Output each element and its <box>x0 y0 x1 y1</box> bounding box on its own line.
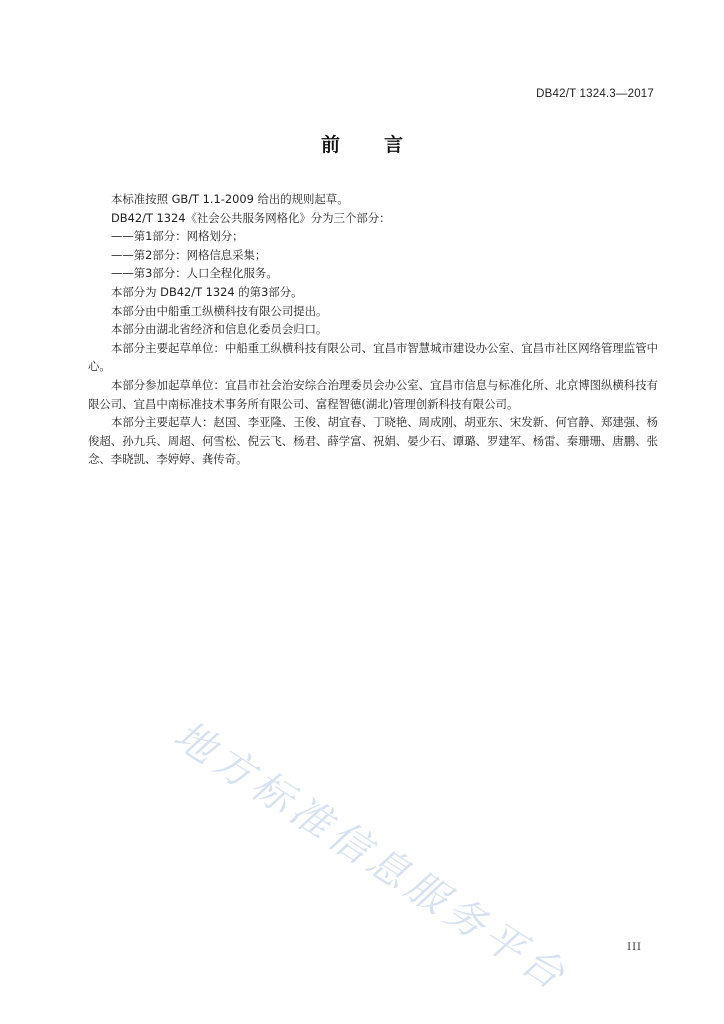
document-code: DB42/T 1324.3—2017 <box>536 88 654 100</box>
paragraph-part-2: ——第2部分：网格信息采集； <box>111 247 267 262</box>
watermark: 地方标准信息服务平台 <box>165 712 577 1002</box>
paragraph-this-part: 本部分为 DB42/T 1324 的第3部分。 <box>111 284 303 299</box>
paragraph-part-3: ——第3部分：人口全程化服务。 <box>111 266 278 281</box>
paragraph-parts-intro: DB42/T 1324《社会公共服务网格化》分为三个部分： <box>111 210 391 225</box>
paragraph-drafting-rules: 本标准按照 GB/T 1.1-2009 给出的规则起草。 <box>111 192 349 206</box>
paragraph-participating-units: 本部分参加起草单位：宜昌市社会治安综合治理委员会办公室、宜昌市信息与标准化所、北京博图纵横科技有限公司、宜昌中南标准技术事务所有限公司、富程智德(湖北)管理创新科技有限公司。 <box>88 377 658 411</box>
foreword-body <box>88 190 658 469</box>
page-title: 前言 <box>320 134 447 156</box>
paragraph-main-drafters: 本部分主要起草人：赵国、李亚隆、王俊、胡宜春、丁晓艳、周成刚、胡亚东、宋发新、何官静、郑建强、杨俊超、孙九兵、周超、何雪松、倪云飞、杨君、薛学富、祝娟、晏少石、谭璐、罗建军、杨雷、秦珊珊、唐鹏、张念、李晓凯、李婷婷、龚传奇。 <box>88 415 658 467</box>
paragraph-main-drafting-units: 本部分主要起草单位：中船重工纵横科技有限公司、宜昌市智慧城市建设办公室、宜昌市社区网络管理监管中心。 <box>88 340 658 374</box>
paragraph-part-1: ——第1部分：网格划分； <box>111 229 244 244</box>
paragraph-centralized: 本部分由湖北省经济和信息化委员会归口。 <box>111 322 328 337</box>
page-number: III <box>627 942 642 953</box>
paragraph-proposer: 本部分由中船重工纵横科技有限公司提出。 <box>111 303 328 318</box>
